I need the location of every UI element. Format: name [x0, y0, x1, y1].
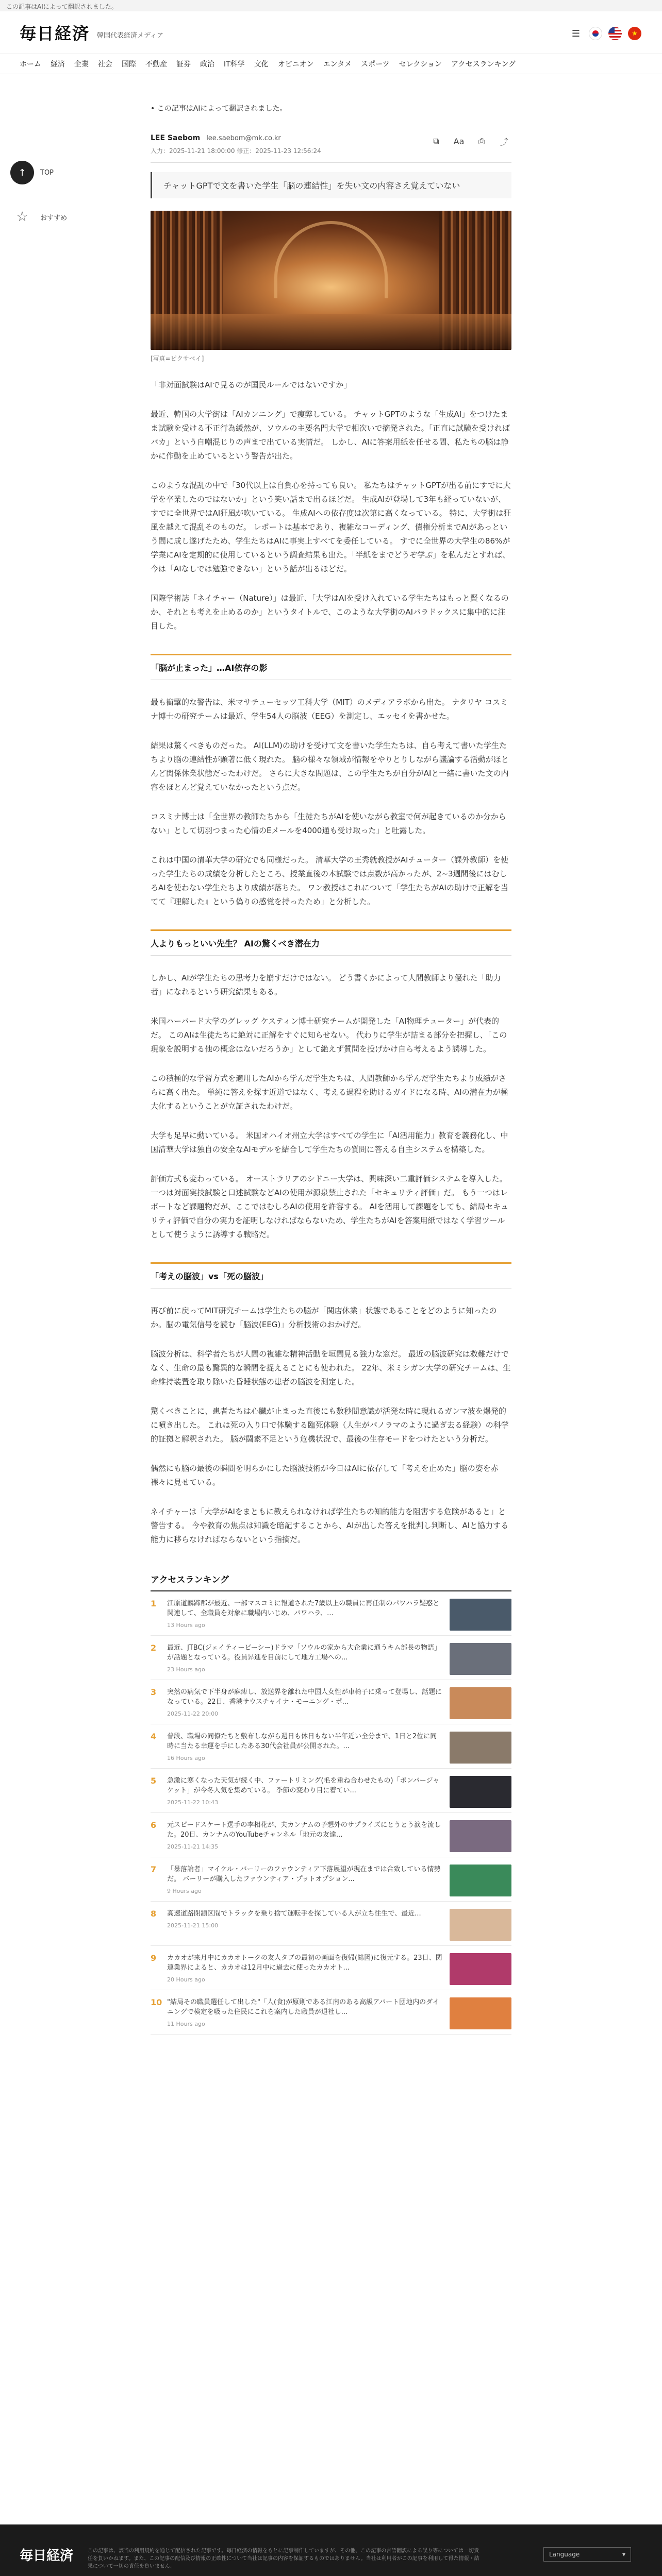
ranking-item[interactable]	[151, 1724, 511, 1769]
star-icon: ☆	[16, 209, 28, 225]
ranking-number: 9	[151, 1953, 157, 1963]
korea-flag-icon[interactable]	[589, 27, 602, 40]
arrow-up-icon: ↑	[10, 161, 34, 184]
ranking-time: 2025-11-21 14:35	[167, 1843, 219, 1850]
article-paragraph: ネイチャーは「大学がAIをまともに教えられなければ学生たちの知的能力を阻害する危険があると」と警告する。 今や教育の焦点は知識を暗記することから、AIが出した答えを批判し判断し、AIと協力する能力に移らなければならないという指摘だ。	[151, 1507, 509, 1544]
ranking-thumbnail	[450, 1953, 511, 1985]
ranking-text-block	[167, 1599, 442, 1628]
nav-item[interactable]: 国際	[122, 60, 136, 69]
font-size-icon[interactable]: Aa	[453, 136, 465, 146]
ranking-thumbnail	[450, 1909, 511, 1941]
article-paragraph: 「非対面試験はAIで見るのが国民ルールではないですか」	[151, 380, 352, 389]
print-icon[interactable]: ⎙	[478, 136, 485, 146]
ranking-item[interactable]	[151, 1591, 511, 1636]
ranking-headline: カカオが来月中にカカオトークの友人タブの最初の画面を復帰(総図)に復元する。23日、関連業界によると、カカオは12月中に過去に使ったカカオト...	[167, 1954, 442, 1972]
section-heading: 人よりもっといい先生？ AIの驚くべき潜在力	[151, 929, 511, 956]
ranking-headline: 江原道麟蹄郡が最近、一部マスコミに報道された7歳以上の職員に再任制のパワハラ疑惑と関連して、全職員を対象に職場内いじめ、パワハラ、...	[167, 1600, 440, 1617]
article-paragraph: コスミナ博士は「全世界の教師たちから「生徒たちがAIを使いながら教室で何が起きているのか分からない」として切羽つまった心情のEメールを4000通も受け取った」と吐露した。	[151, 812, 506, 835]
ranking-item[interactable]	[151, 1990, 511, 2035]
ranking-number: 8	[151, 1909, 157, 1919]
language-select[interactable]	[543, 2547, 631, 2562]
nav-item[interactable]: 不動産	[145, 60, 167, 69]
bookmark-label: おすすめ	[40, 214, 68, 222]
ranking-item[interactable]	[151, 1636, 511, 1680]
article	[151, 74, 511, 2035]
ranking-item[interactable]	[151, 1902, 511, 1946]
footer-disclaimer: この記事は、該当の利用規約を通じて配信された記事です。毎日経済の情報をもとに記事制作していますが、その他、この記事の言語翻訳による誤り等については一切責任を負いかねます。また、この記事の配信及び情報の正確性について当社は記事の内容を保証するものではありません。当社は利用者がこの記事を利用して得た情報・結果について一切の責任を負いません。	[88, 2548, 479, 2569]
ranking-number: 3	[151, 1687, 157, 1697]
nav-item[interactable]: アクセスランキング	[451, 60, 516, 69]
article-paragraph: 結果は驚くべきものだった。 AI(LLM)の助けを受けて文を書いた学生たちは、自ら考えて書いた学生たちより脳の連結性が顕著に低く現れた。 脳の様々な領域が情報をやりとりしながら議論する活動がほとんど関係休業状態だったわけだ。 さらに大きな問題は、この学生たちが自分がAIと一緒に書いた文の内容をほとんど覚えていなかったという点だ。	[151, 741, 509, 792]
nav-item[interactable]: 社会	[98, 60, 112, 69]
ranking-time: 11 Hours ago	[167, 2021, 205, 2027]
article-tools	[429, 134, 511, 148]
site-footer	[0, 2524, 662, 2576]
nav-item[interactable]: 文化	[254, 60, 269, 69]
ranking-item[interactable]	[151, 1813, 511, 1857]
article-paragraph: 米国ハーバード大学のグレッグ ケスティン博士研究チームが開発した「AI物理チューター」が代表的だ。 このAIは生徒たちに絶対に正解をすぐに知らせない。 代わりに学生が詰まる部分を把握し、「この現象を説明する他の概念はないだろうか」として絶えず質問を投げかけ自ら考えるよう誘導した。	[151, 1016, 507, 1054]
ranking-time: 9 Hours ago	[167, 1888, 202, 1894]
ranking-time: 13 Hours ago	[167, 1622, 205, 1629]
ranking-headline: 急激に寒くなった天気が続く中、ファートリミング(毛を重ね合わせたもの)「ボンバージャケット」が今冬人気を集めている。 季節の変わり目に着てい...	[167, 1777, 440, 1794]
author-name[interactable]: LEE Saebom	[151, 134, 201, 142]
article-paragraph: 再び前に戻ってMIT研究チームは学生たちの脳が「関店休業」状態であることをどのように知ったのか。脳の電気信号を読む「脳波(EEG)」分析技術のおかげだ。	[151, 1306, 497, 1329]
language-label: Language	[549, 2551, 580, 2558]
ranking-headline: 高速道路閉鎖区間でトラックを乗り捨て運転手を探している人が立ち往生で、最近...	[167, 1910, 421, 1918]
translate-icon[interactable]: ⧉	[433, 136, 439, 146]
access-ranking	[151, 1572, 511, 2035]
ranking-time: 2025-11-22 20:00	[167, 1710, 219, 1717]
ranking-headline: 元スピードスケート選手の李相花が、夫カンナムの予想外のサプライズにとうとう涙を流した。20日、カンナムのYouTubeチャンネル「地元の友達...	[167, 1821, 441, 1839]
ranking-headline: 最近、JTBC(ジェイティービーシー)ドラマ「ソウルの家から大企業に通うキム部長の物語」が話題となっている。役員昇進を目前にして地方工場への...	[167, 1644, 441, 1662]
ranking-text-block	[167, 1909, 442, 1938]
ranking-thumbnail	[450, 1687, 511, 1719]
article-dates: 入力：2025-11-21 18:00:00 修正：2025-11-23 12:56:24	[151, 147, 321, 155]
nav-item[interactable]: IT科学	[224, 60, 245, 69]
article-paragraph: 最近、韓国の大学街は「AIカンニング」で痩弊している。 チャットGPTのような「生成AI」をつけたまま試験を受ける不正行為緩然が、ソウルの主要名門大学で相次いで摘発された。「正直に試験を受ければバカ」という自嘲混じりの声まで出ている実情だ。 しかし、AIに答案用紙を任せる間、私たちの脳は静かに作動を止めているという警告が出た。	[151, 410, 510, 461]
ranking-time: 2025-11-21 15:00	[167, 1922, 219, 1929]
ranking-item[interactable]	[151, 1946, 511, 1990]
main-navigation	[0, 54, 662, 74]
header-actions	[569, 27, 641, 40]
nav-item[interactable]: 証券	[176, 60, 191, 69]
ranking-number: 4	[151, 1732, 157, 1741]
ranking-number: 6	[151, 1820, 157, 1830]
article-paragraph: これは中国の清華大学の研究でも同様だった。 清華大学の王秀就教授がAIチューター（課外教師）を使った学生たちの成績を分析したところ、授業直後の本試験では点数が高かったが、2~3週間後にはむしろAIを使わない学生たちより成績が落ちた。 ワン教授はこれについて「学生たちがAIの助けで正解を当てて『理解した』という偽りの感覚を持ったため」と分析した。	[151, 855, 509, 906]
bookmark-button[interactable]	[10, 205, 72, 229]
article-body	[151, 378, 511, 1547]
article-ai-note: • この記事はAIによって翻訳されました。	[151, 105, 287, 113]
ranking-text-block	[167, 1776, 442, 1805]
article-paragraph: 国際学術誌「ネイチャー（Nature）」は最近、「大学はAIを受け入れている学生たちはもっと賢くなるのか、それとも考えを止めるのか」というタイトルで、このような大学街のAIパラドックスに集中的に注目した。	[151, 594, 509, 631]
go-top-label: TOP	[40, 168, 54, 177]
footer-logo[interactable]: 毎日経済	[20, 2548, 74, 2564]
article-paragraph: 評価方式も変わっている。 オーストラリアのシドニー大学は、興味深い二重評価システムを導入した。 一つは対面実技試験と口述試験などAIの使用が源泉禁止された「セキュリティ評価」だ。 もう一つはレポートなど課題物だが、ここではむしろAIの使用を許容する。 AIを活用して課題をしても、結局セキュリティ評価で自分の実力を証明しなければならないため、学生たちがAIを答案用紙ではなく学習ツールとして使うように誘導する戦略だ。	[151, 1174, 509, 1239]
ranking-thumbnail	[450, 1997, 511, 2029]
ranking-number: 10	[151, 1997, 162, 2007]
nav-item[interactable]: オピニオン	[277, 60, 314, 69]
hamburger-icon[interactable]: ☰	[569, 27, 583, 40]
article-paragraph: この積極的な学習方式を適用したAIから学んだ学生たちは、人間教師から学んだ学生たちより成績がさらに高く出た。 単純に答えを探す近道ではなく、考える過程を助けるガイドになる時、AIの潜在力が極大化するということが立証されたわけだ。	[151, 1074, 508, 1111]
article-subtitle: チャットGPTで文を書いた学生「脳の連結性」を失い文の内容さえ覚えていない	[151, 172, 511, 198]
usa-flag-icon[interactable]	[608, 27, 622, 40]
ranking-item[interactable]	[151, 1857, 511, 1902]
ranking-number: 7	[151, 1865, 157, 1874]
ranking-text-block	[167, 1687, 442, 1717]
nav-item[interactable]: 企業	[74, 60, 89, 69]
ranking-headline: 「暴落論者」マイケル・バーリーのファウンティア下落展望が現在までは合致している情勢だ。 バーリーが購入したファウンティア・プットオプション...	[167, 1866, 441, 1883]
library-photo	[151, 211, 511, 350]
nav-item[interactable]: 経済	[51, 60, 65, 69]
china-flag-icon[interactable]: ★	[628, 27, 641, 40]
masthead	[0, 11, 662, 54]
article-paragraph: 最も衝撃的な警告は、米マサチューセッツ工科大学（MIT）のメディアラボから出た。 ナタリヤ コスミナ博士の研究チームは最近、学生54人の脳波（EEG）を測定し、エッセイを書かせた。	[151, 698, 508, 721]
ranking-list	[151, 1591, 511, 2035]
ranking-thumbnail	[450, 1776, 511, 1808]
go-top-button[interactable]	[10, 161, 72, 184]
ranking-number: 1	[151, 1599, 157, 1608]
ranking-text-block	[167, 1997, 442, 2027]
nav-item[interactable]: エンタメ	[323, 60, 352, 69]
side-actions	[10, 161, 72, 249]
author-email[interactable]: lee.saebom@mk.co.kr	[206, 134, 281, 142]
section-heading: 「脳が止まった」…AI依存の影	[151, 654, 511, 680]
ranking-text-block	[167, 1865, 442, 1894]
ranking-time: 16 Hours ago	[167, 1755, 205, 1761]
ranking-thumbnail	[450, 1820, 511, 1852]
ranking-text-block	[167, 1953, 442, 1982]
article-meta	[151, 134, 511, 163]
article-paragraph: 脳波分析は、科学者たちが人間の複雑な精神活動を垣間見る強力な窓だ。 最近の脳波研究は救難だけでなく、生命の最も驚異的な瞬間を捉えることにも使われた。 22年、米ミシガン大学の研究チームは、生命維持装置を取り除いた昏睡状態の患者の脳波を測定した。	[151, 1349, 511, 1386]
ranking-headline: 突然の病気で下半身が麻痺し、放送界を離れた中国人女性が車椅子に乗って登場し、話題になっている。22日、香港サウスチャイナ・モーニング・ポ...	[167, 1688, 442, 1706]
site-tagline: 韓国代表経済メディア	[97, 31, 163, 40]
ranking-text-block	[167, 1643, 442, 1672]
ranking-number: 5	[151, 1776, 157, 1786]
ranking-headline: 普段、職場の同僚たちと敷布しながら週日も休日もない半年近い全分まで、1日と2位に同時に当たる幸運を手にしたある30代会社員が公開された。...	[167, 1733, 437, 1750]
ranking-thumbnail	[450, 1643, 511, 1675]
nav-item[interactable]: 政治	[200, 60, 214, 69]
article-paragraph: 驚くべきことに、患者たちは心臓が止まった直後にも数秒間意識が活発な時に現れるガンマ波を爆発的に噴き出した。 これは死の入り口で体験する臨死体験（人生がパノラマのように過ぎ去る経験）の科学的証拠と解釈された。 脳が闘素不足という危機状況で、最後の生存モードをつけたという分析だ。	[151, 1406, 509, 1444]
ranking-headline: "結局その職員選任して出した"「人(食)が原則である江南のある高級アパート団地内のダイニングで検定を吸った住民にこれを案内した職員が退社し...	[167, 1998, 439, 2016]
nav-item[interactable]: セレクション	[399, 60, 442, 69]
nav-item[interactable]: ホーム	[20, 60, 41, 69]
photo-caption: [写真=ピクサベイ]	[151, 355, 204, 362]
article-paragraph: しかし、AIが学生たちの思考力を崩すだけではない。 どう書くかによって人間教師より優れた「助力者」になれるという研究結果もある。	[151, 973, 501, 996]
site-logo[interactable]: 毎日経済	[20, 24, 90, 43]
share-icon[interactable]: ⤴	[500, 137, 508, 147]
ranking-time: 20 Hours ago	[167, 1976, 205, 1983]
ranking-thumbnail	[450, 1732, 511, 1764]
chevron-down-icon: ▾	[622, 2551, 625, 2558]
ranking-item[interactable]	[151, 1680, 511, 1724]
ranking-item[interactable]	[151, 1769, 511, 1813]
nav-item[interactable]: スポーツ	[361, 60, 390, 69]
article-paragraph: 大学も足早に動いている。 米国オハイオ州立大学はすべての学生に「AI活用能力」教育を義務化し、中国清華大学は独自の安全なAIモデルを結合して学生たちの質問に答える自主システムを構築した。	[151, 1131, 508, 1154]
main-content	[0, 74, 662, 2035]
ranking-number: 2	[151, 1643, 157, 1653]
ranking-time: 2025-11-22 10:43	[167, 1799, 219, 1806]
ai-notice-bar: この記事はAIによって翻訳されました。	[0, 0, 662, 11]
ranking-time: 23 Hours ago	[167, 1666, 205, 1673]
article-paragraph: このような混乱の中で「30代以上は自負心を持っても良い。 私たちはチャットGPTが出る前にすでに大学を卒業したのではないか」という笑い話まで出るほどだ。 生成AIが登場して3年も経っていないが、すでに全世界ではAI狂風が吹いている。 生成AIへの依存度は次第に高くなっている。 特に、大学街は狂風を越えて混乱そのものだ。 レポートは基本であり、複雑なコーディング、債権分析までAIがあっという間に成し遂げたため、学生たちはAIに事実上すべてを委任している。 すでに全世界の大学生の86%が学業にAIを定期的に使用しているという調査結果も出た。「半紙をまでどうぞ学ぶ」を私んだとすれば、今は「AIなしでは勉強できない」という話が出るほどだ。	[151, 481, 511, 573]
ranking-text-block	[167, 1820, 442, 1850]
ranking-title: アクセスランキング	[151, 1572, 511, 1591]
section-heading: 「考えの脳波」vs「死の脳波」	[151, 1262, 511, 1289]
ranking-thumbnail	[450, 1599, 511, 1631]
ranking-thumbnail	[450, 1865, 511, 1896]
article-paragraph: 偶然にも脳の最後の瞬間を明らかにした脳波技術が今日はAIに依存して「考えを止めた」脳の姿を赤裸々に見せている。	[151, 1464, 499, 1487]
ranking-text-block	[167, 1732, 442, 1761]
